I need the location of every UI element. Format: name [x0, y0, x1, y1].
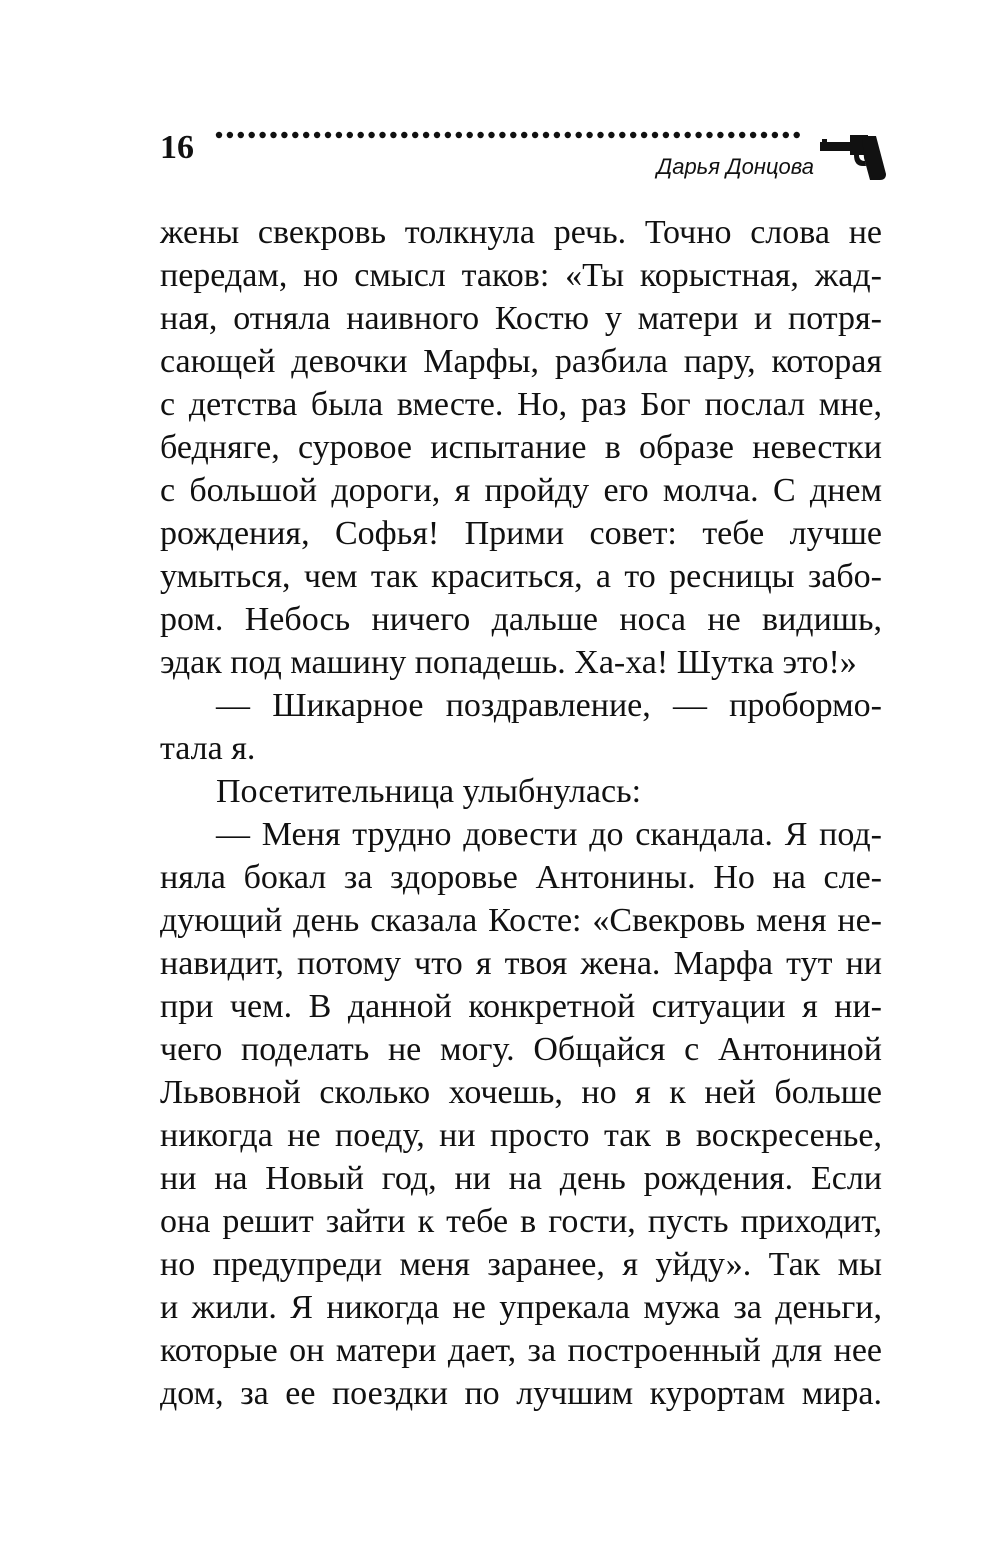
- text-line: которые он матери дает, за построенный для нее: [160, 1332, 882, 1369]
- dotted-rule: [214, 128, 802, 142]
- text-line: рождения, Софья! Прими совет: тебе лучше: [160, 515, 882, 552]
- text-line: ная, отняла наивного Костю у матери и потря-: [160, 300, 882, 337]
- text-line: — Шикарное поздравление, — пробормо-: [216, 687, 882, 724]
- text-line: передам, но смысл таков: «Ты корыстная, жад-: [160, 257, 882, 294]
- text-line: ни на Новый год, ни на день рождения. Если: [160, 1160, 882, 1197]
- text-line: ром. Небось ничего дальше носа не видишь,: [160, 601, 882, 638]
- text-line: при чем. В данной конкретной ситуации я ни-: [160, 988, 882, 1025]
- text-line: Львовной сколько хочешь, но я к ней больше: [160, 1074, 882, 1111]
- text-line: и жили. Я никогда не упрекала мужа за деньги,: [160, 1289, 882, 1326]
- text-line: чего поделать не могу. Общайся с Антониной: [160, 1031, 882, 1068]
- text-line: тала я.: [160, 730, 256, 767]
- text-line: жены свекровь толкнула речь. Точно слова не: [160, 214, 882, 251]
- page-number: 16: [160, 129, 194, 166]
- text-line: с детства была вместе. Но, раз Бог послал мне,: [160, 386, 882, 423]
- text-line: умыться, чем так краситься, а то ресницы забо-: [160, 558, 882, 595]
- text-line: но предупреди меня заранее, я уйду». Так мы: [160, 1246, 882, 1283]
- text-line: Посетительница улыбнулась:: [216, 773, 642, 810]
- body-text: [160, 211, 882, 1415]
- revolver-icon: [820, 130, 888, 182]
- text-line: сающей девочки Марфы, разбила пару, которая: [160, 343, 882, 380]
- text-line: бедняге, суровое испытание в образе невестки: [160, 429, 882, 466]
- text-line: дом, за ее поездки по лучшим курортам мира.: [160, 1375, 882, 1412]
- text-line: она решит зайти к тебе в гости, пусть приходит,: [160, 1203, 882, 1240]
- text-line: навидит, потому что я твоя жена. Марфа тут ни: [160, 945, 882, 982]
- text-line: — Меня трудно довести до скандала. Я под-: [216, 816, 882, 853]
- text-line: няла бокал за здоровье Антонины. Но на сле-: [160, 859, 882, 896]
- text-line: эдак под машину попадешь. Ха-ха! Шутка это!»: [160, 644, 857, 681]
- text-line: с большой дороги, я пройду его молча. С днем: [160, 472, 882, 509]
- text-line: дующий день сказала Косте: «Свекровь меня не-: [160, 902, 882, 939]
- running-header-author: Дарья Донцова: [656, 154, 814, 179]
- text-line: никогда не поеду, ни просто так в воскресенье,: [160, 1117, 882, 1154]
